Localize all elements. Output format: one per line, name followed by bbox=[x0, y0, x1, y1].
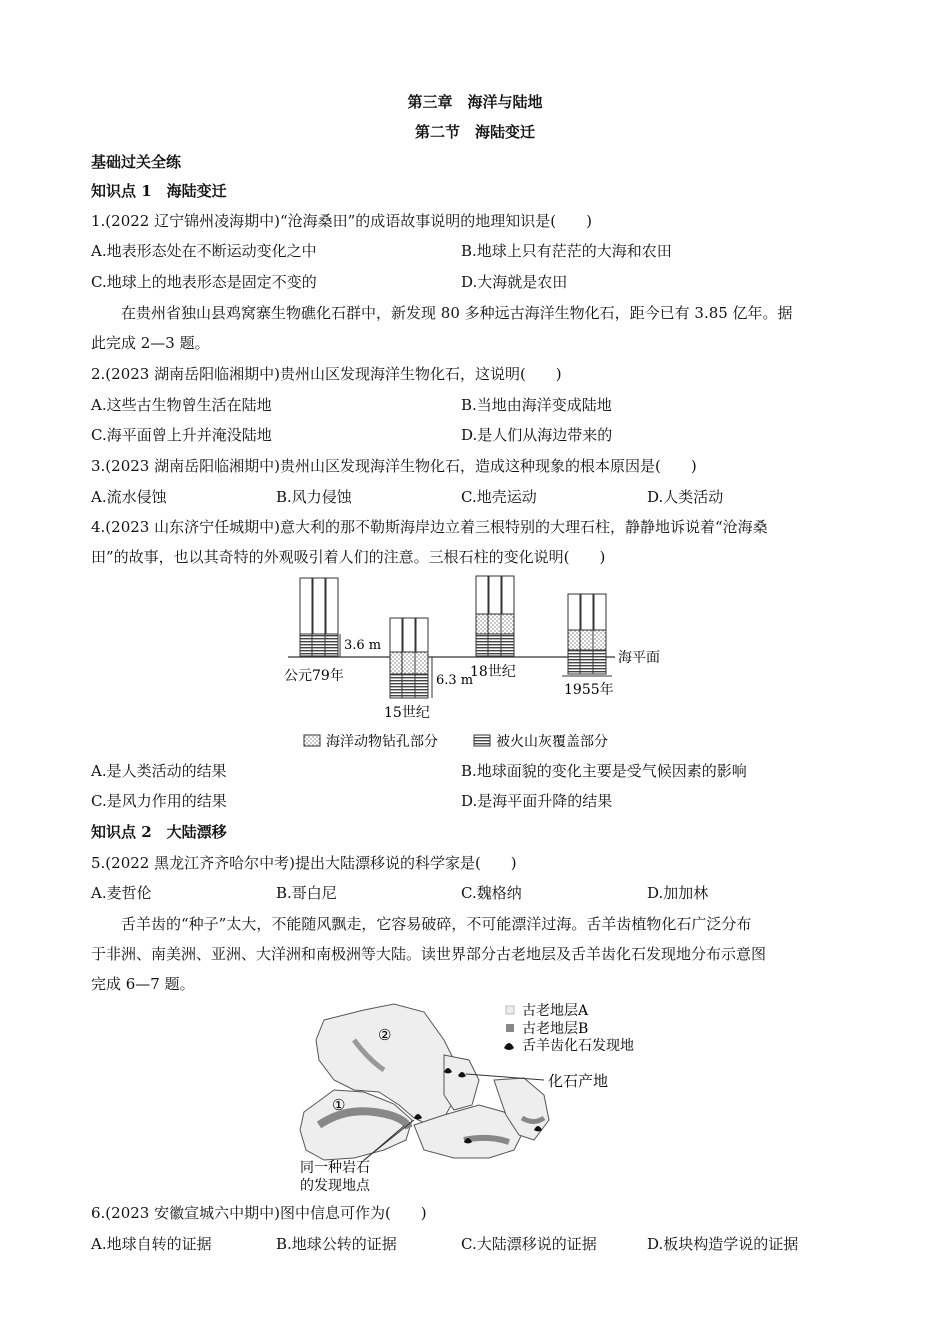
q1-stem: 1.(2022 辽宁锦州凌海期中)“沧海桑田”的成语故事说明的地理知识是( ) bbox=[91, 212, 593, 230]
passage1-line1: 在贵州省独山县鸡窝寨生物礁化石群中，新发现 80 多种远古海洋生物化石，距今已有 3.85 亿年。据 bbox=[121, 304, 793, 322]
fossil-site-label: 化石产地 bbox=[548, 1072, 609, 1090]
q4-stem-line1: 4.(2023 山东济宁任城期中)意大利的那不勒斯海岸边立着三根特别的大理石柱，静静地诉说着“沧海桑 bbox=[91, 518, 768, 536]
q3-option-a: A.流水侵蚀 bbox=[91, 488, 167, 506]
chapter-title: 第三章 海洋与陆地 bbox=[407, 93, 543, 111]
q5-stem: 5.(2022 黑龙江齐齐哈尔中考)提出大陆漂移说的科学家是( ) bbox=[91, 854, 517, 872]
q2-option-b: B.当地由海洋变成陆地 bbox=[461, 396, 612, 414]
q4-option-d: D.是海平面升降的结果 bbox=[461, 792, 613, 810]
passage1-line2: 此完成 2—3 题。 bbox=[91, 334, 210, 352]
q3-stem: 3.(2023 湖南岳阳临湘期中)贵州山区发现海洋生物化石，造成这种现象的根本原因是( ) bbox=[91, 457, 697, 475]
legend-stratum-b-swatch bbox=[506, 1024, 514, 1032]
legend-drill-swatch bbox=[304, 735, 320, 746]
q1-option-a: A.地表形态处在不断运动变化之中 bbox=[91, 242, 317, 260]
q5-option-b: B.哥白尼 bbox=[276, 884, 337, 902]
q1-option-d: D.大海就是农田 bbox=[461, 273, 568, 291]
legend-fossil: 舌羊齿化石发现地 bbox=[522, 1038, 634, 1054]
q6-option-d: D.板块构造学说的证据 bbox=[647, 1235, 799, 1253]
q5-option-d: D.加加林 bbox=[647, 884, 709, 902]
q6-option-a: A.地球自转的证据 bbox=[91, 1235, 212, 1253]
knowledge-point-2: 知识点 2 大陆漂移 bbox=[91, 823, 227, 841]
knowledge-point-1: 知识点 1 海陆变迁 bbox=[91, 182, 227, 200]
q4-stem-line2: 田”的故事，也以其奇特的外观吸引着人们的注意。三根石柱的变化说明( ) bbox=[91, 548, 606, 566]
label-18th-century: 18世纪 bbox=[470, 664, 516, 680]
same-rock-label-1: 同一种岩石 bbox=[300, 1160, 370, 1176]
section-title: 第二节 海陆变迁 bbox=[414, 123, 535, 141]
marble-columns-figure bbox=[280, 572, 680, 757]
passage2-line2: 于非洲、南美洲、亚洲、大洋洲和南极洲等大陆。读世界部分古老地层及舌羊齿化石发现地分布示意图 bbox=[91, 945, 767, 963]
columns-1955 bbox=[568, 594, 606, 674]
legend-drill-label: 海洋动物钻孔部分 bbox=[326, 734, 438, 750]
q1-option-c: C.地球上的地表形态是固定不变的 bbox=[91, 273, 317, 291]
gondwana-map-figure bbox=[294, 1000, 674, 1196]
region-mark-1: ① bbox=[332, 1096, 346, 1114]
columns-18th-century bbox=[476, 576, 514, 656]
q5-option-a: A.麦哲伦 bbox=[91, 884, 152, 902]
sea-level-label: 海平面 bbox=[618, 650, 660, 666]
q4-option-c: C.是风力作用的结果 bbox=[91, 792, 227, 810]
legend-ash-swatch bbox=[474, 735, 490, 746]
q1-option-b: B.地球上只有茫茫的大海和农田 bbox=[461, 242, 672, 260]
q6-stem: 6.(2023 安徽宣城六中期中)图中信息可作为( ) bbox=[91, 1204, 427, 1222]
dim-3-6m: 3.6 m bbox=[344, 638, 382, 653]
q4-option-b: B.地球面貌的变化主要是受气候因素的影响 bbox=[461, 762, 747, 780]
region-mark-2: ② bbox=[378, 1026, 392, 1044]
passage2-line3: 完成 6—7 题。 bbox=[91, 975, 195, 993]
legend-stratum-b: 古老地层B bbox=[522, 1021, 589, 1037]
legend-stratum-a: 古老地层A bbox=[522, 1003, 589, 1019]
label-1955: 1955年 bbox=[564, 682, 614, 698]
columns-15th-century bbox=[390, 618, 428, 698]
q3-option-b: B.风力侵蚀 bbox=[276, 488, 352, 506]
label-15th-century: 15世纪 bbox=[384, 705, 430, 721]
q6-option-c: C.大陆漂移说的证据 bbox=[461, 1235, 597, 1253]
q2-option-d: D.是人们从海边带来的 bbox=[461, 426, 613, 444]
practice-title: 基础过关全练 bbox=[91, 153, 182, 171]
q2-stem: 2.(2023 湖南岳阳临湘期中)贵州山区发现海洋生物化石，这说明( ) bbox=[91, 365, 562, 383]
legend-fossil-icon bbox=[504, 1043, 514, 1050]
q5-option-c: C.魏格纳 bbox=[461, 884, 522, 902]
q6-option-b: B.地球公转的证据 bbox=[276, 1235, 397, 1253]
legend-stratum-a-swatch bbox=[506, 1006, 514, 1014]
columns-79ad bbox=[300, 578, 338, 656]
q4-option-a: A.是人类活动的结果 bbox=[91, 762, 227, 780]
q3-option-c: C.地壳运动 bbox=[461, 488, 537, 506]
label-79ad: 公元79年 bbox=[284, 668, 344, 684]
legend-ash-label: 被火山灰覆盖部分 bbox=[496, 734, 608, 750]
q3-option-d: D.人类活动 bbox=[647, 488, 724, 506]
same-rock-label-2: 的发现地点 bbox=[300, 1178, 370, 1194]
dim-6-3m: 6.3 m bbox=[436, 673, 474, 688]
continent-india bbox=[444, 1055, 479, 1110]
q2-option-c: C.海平面曾上升并淹没陆地 bbox=[91, 426, 272, 444]
q2-option-a: A.这些古生物曾生活在陆地 bbox=[91, 396, 272, 414]
passage2-line1: 舌羊齿的“种子”太大，不能随风飘走，它容易破碎，不可能漂洋过海。舌羊齿植物化石广泛分布 bbox=[121, 915, 752, 933]
